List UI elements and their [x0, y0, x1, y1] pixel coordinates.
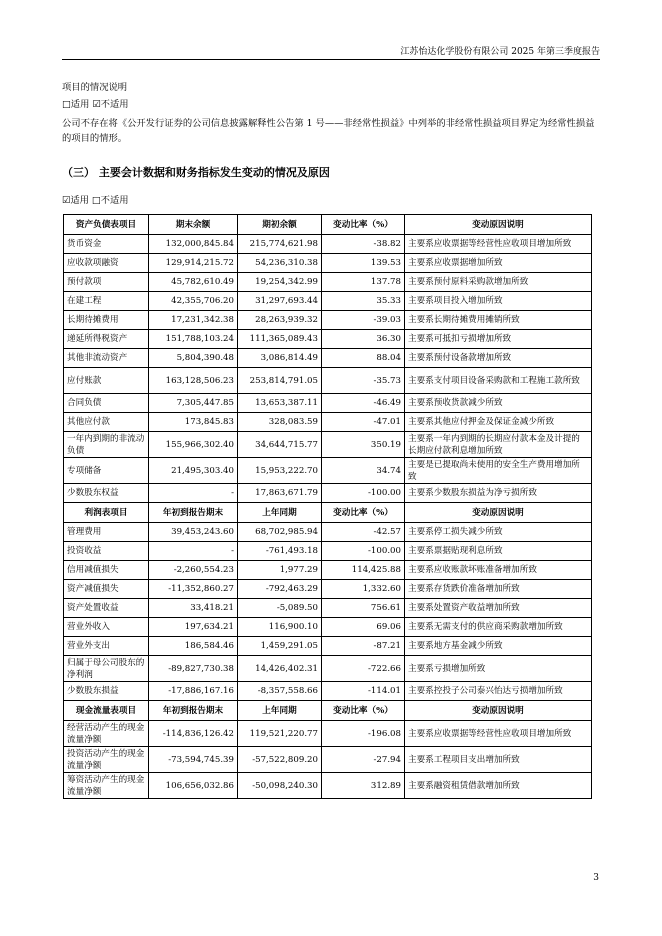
change-pct-cell: -722.66: [322, 656, 405, 682]
reason-cell: 主要系存货跌价准备增加所致: [405, 580, 592, 599]
item-cell: 长期待摊费用: [64, 311, 149, 330]
reason-cell: 主要系票据贴现利息所致: [405, 542, 592, 561]
item-cell: 预付款项: [64, 273, 149, 292]
item-cell: 应收款项融资: [64, 254, 149, 273]
financial-change-table: [63, 214, 592, 799]
item-cell: 经营活动产生的现金流量净额: [64, 721, 149, 747]
reason-cell: 主要系少数股东损益为净亏损所致: [405, 484, 592, 503]
item-cell: 其他应付款: [64, 413, 149, 432]
prior-value-cell: 116,900.10: [238, 618, 322, 637]
change-pct-cell: -39.03: [322, 311, 405, 330]
prior-value-cell: -8,357,558.66: [238, 682, 322, 701]
table-row: [64, 394, 592, 413]
item-cell: 少数股东权益: [64, 484, 149, 503]
prior-value-cell: 13,653,387.11: [238, 394, 322, 413]
table-row: [64, 292, 592, 311]
table-row: [64, 656, 592, 682]
table-row: [64, 580, 592, 599]
reason-cell: 主要系地方基金减少所致: [405, 637, 592, 656]
current-value-cell: -: [149, 542, 238, 561]
prior-value-cell: -792,463.29: [238, 580, 322, 599]
reason-cell: 主要系处置资产收益增加所致: [405, 599, 592, 618]
item-cell: 货币资金: [64, 235, 149, 254]
prior-value-cell: -50,098,240.30: [238, 773, 322, 799]
prior-value-cell: 68,702,985.94: [238, 523, 322, 542]
current-value-cell: -11,352,860.27: [149, 580, 238, 599]
income-header-cell: 变动原因说明: [405, 503, 592, 523]
cashflow-header-cell: 上年同期: [238, 701, 322, 721]
prior-value-cell: 111,365,089.43: [238, 330, 322, 349]
item-cell: 合同负债: [64, 394, 149, 413]
table-row: [64, 458, 592, 484]
change-pct-cell: -87.21: [322, 637, 405, 656]
item-cell: 营业外收入: [64, 618, 149, 637]
reason-cell: 主要系应收票据等经营性应收项目增加所致: [405, 721, 592, 747]
table-row: [64, 349, 592, 368]
balance-header-cell: 期初余额: [238, 215, 322, 235]
current-value-cell: -89,827,730.38: [149, 656, 238, 682]
reason-cell: 主要系控投子公司泰兴怡达亏损增加所致: [405, 682, 592, 701]
reason-cell: 主要系无需支付的供应商采购款增加所致: [405, 618, 592, 637]
prior-value-cell: 19,254,342.99: [238, 273, 322, 292]
income-header-cell: 上年同期: [238, 503, 322, 523]
report-header: 江苏怡达化学股份有限公司 2025 年第三季度报告: [400, 47, 600, 57]
reason-cell: 主要系支付项目设备采购款和工程施工款所致: [405, 368, 592, 394]
balance-header-row: [64, 215, 592, 235]
income-header-cell: 利润表项目: [64, 503, 149, 523]
item-cell: 在建工程: [64, 292, 149, 311]
current-value-cell: 163,128,506.23: [149, 368, 238, 394]
cashflow-header-cell: 现金流量表项目: [64, 701, 149, 721]
intro-statement: 公司不存在将《公开发行证券的公司信息披露解释性公告第 1 号——非经常性损益》中列举的非经常性损益项目界定为经常性损益的项目的情形。: [62, 118, 595, 144]
reason-cell: 主要系融资租赁借款增加所致: [405, 773, 592, 799]
table-row: [64, 368, 592, 394]
change-pct-cell: -42.57: [322, 523, 405, 542]
item-cell: 递延所得税资产: [64, 330, 149, 349]
change-pct-cell: -100.00: [322, 542, 405, 561]
current-value-cell: 186,584.46: [149, 637, 238, 656]
change-pct-cell: 139.53: [322, 254, 405, 273]
prior-value-cell: -5,089.50: [238, 599, 322, 618]
income-header-cell: 年初到报告期末: [149, 503, 238, 523]
table-row: [64, 618, 592, 637]
current-value-cell: 17,231,342.38: [149, 311, 238, 330]
table-row: [64, 682, 592, 701]
current-value-cell: -17,886,167.16: [149, 682, 238, 701]
current-value-cell: 197,634.21: [149, 618, 238, 637]
current-value-cell: -114,836,126.42: [149, 721, 238, 747]
change-pct-cell: 350.19: [322, 432, 405, 458]
prior-value-cell: 54,236,310.38: [238, 254, 322, 273]
item-cell: 少数股东损益: [64, 682, 149, 701]
reason-cell: 主要系一年内到期的长期应付款本金及计提的长期应付款利息增加所致: [405, 432, 592, 458]
intro-heading: 项目的情况说明: [62, 82, 128, 93]
item-cell: 归属于母公司股东的净利润: [64, 656, 149, 682]
prior-value-cell: -57,522,809.20: [238, 747, 322, 773]
reason-cell: 主要系工程项目支出增加所致: [405, 747, 592, 773]
item-cell: 应付账款: [64, 368, 149, 394]
table-row: [64, 523, 592, 542]
table-row: [64, 330, 592, 349]
change-pct-cell: 34.74: [322, 458, 405, 484]
reason-cell: 主要系应收票据等经营性应收项目增加所致: [405, 235, 592, 254]
reason-cell: 主要是已提取尚未使用的安全生产费用增加所致: [405, 458, 592, 484]
item-cell: 营业外支出: [64, 637, 149, 656]
item-cell: 一年内到期的非流动负债: [64, 432, 149, 458]
item-cell: 投资活动产生的现金流量净额: [64, 747, 149, 773]
reason-cell: 主要系长期待摊费用摊销所致: [405, 311, 592, 330]
change-pct-cell: -35.73: [322, 368, 405, 394]
item-cell: 投资收益: [64, 542, 149, 561]
table-row: [64, 747, 592, 773]
reason-cell: 主要系其他应付押金及保证金减少所致: [405, 413, 592, 432]
table-row: [64, 599, 592, 618]
section-title: （三） 主要会计数据和财务指标发生变动的情况及原因: [62, 166, 330, 179]
item-cell: 其他非流动资产: [64, 349, 149, 368]
table-row: [64, 773, 592, 799]
reason-cell: 主要系停工损失减少所致: [405, 523, 592, 542]
prior-value-cell: 3,086,814.49: [238, 349, 322, 368]
current-value-cell: 151,788,103.24: [149, 330, 238, 349]
table-row: [64, 484, 592, 503]
table-row: [64, 721, 592, 747]
reason-cell: 主要系应收账款坏账准备增加所致: [405, 561, 592, 580]
table-row: [64, 235, 592, 254]
balance-header-cell: 期末余额: [149, 215, 238, 235]
item-cell: 专项储备: [64, 458, 149, 484]
current-value-cell: -2,260,554.23: [149, 561, 238, 580]
item-cell: 资产处置收益: [64, 599, 149, 618]
prior-value-cell: 1,977.29: [238, 561, 322, 580]
change-pct-cell: 756.61: [322, 599, 405, 618]
table-row: [64, 311, 592, 330]
prior-value-cell: -761,493.18: [238, 542, 322, 561]
page-number: 3: [593, 873, 599, 883]
change-pct-cell: -114.01: [322, 682, 405, 701]
change-pct-cell: -100.00: [322, 484, 405, 503]
reason-cell: 主要系预付设备款增加所致: [405, 349, 592, 368]
current-value-cell: 42,355,706.20: [149, 292, 238, 311]
change-pct-cell: 88.04: [322, 349, 405, 368]
current-value-cell: 106,656,032.86: [149, 773, 238, 799]
prior-value-cell: 1,459,291.05: [238, 637, 322, 656]
change-pct-cell: 114,425.88: [322, 561, 405, 580]
prior-value-cell: 31,297,693.44: [238, 292, 322, 311]
reason-cell: 主要系可抵扣亏损增加所致: [405, 330, 592, 349]
header-divider: [62, 59, 600, 60]
balance-header-cell: 资产负债表项目: [64, 215, 149, 235]
change-pct-cell: -38.82: [322, 235, 405, 254]
current-value-cell: 5,804,390.48: [149, 349, 238, 368]
prior-value-cell: 15,953,222.70: [238, 458, 322, 484]
current-value-cell: 39,453,243.60: [149, 523, 238, 542]
current-value-cell: 155,966,302.40: [149, 432, 238, 458]
current-value-cell: 21,495,303.40: [149, 458, 238, 484]
current-value-cell: -: [149, 484, 238, 503]
item-cell: 信用减值损失: [64, 561, 149, 580]
table-row: [64, 413, 592, 432]
prior-value-cell: 253,814,791.05: [238, 368, 322, 394]
change-pct-cell: 312.89: [322, 773, 405, 799]
table-row: [64, 561, 592, 580]
current-value-cell: 33,418.21: [149, 599, 238, 618]
cashflow-header-cell: 变动原因说明: [405, 701, 592, 721]
item-cell: 筹资活动产生的现金流量净额: [64, 773, 149, 799]
reason-cell: 主要系亏损增加所致: [405, 656, 592, 682]
item-cell: 管理费用: [64, 523, 149, 542]
change-pct-cell: 35.33: [322, 292, 405, 311]
item-cell: 资产减值损失: [64, 580, 149, 599]
table-row: [64, 637, 592, 656]
current-value-cell: 129,914,215.72: [149, 254, 238, 273]
table-row: [64, 254, 592, 273]
reason-cell: 主要系预收货款减少所致: [405, 394, 592, 413]
prior-value-cell: 28,263,939.32: [238, 311, 322, 330]
balance-header-cell: 变动原因说明: [405, 215, 592, 235]
change-pct-cell: 137.78: [322, 273, 405, 292]
current-value-cell: 7,305,447.85: [149, 394, 238, 413]
change-pct-cell: -27.94: [322, 747, 405, 773]
current-value-cell: 173,845.83: [149, 413, 238, 432]
section-applicable: ☑适用 □不适用: [62, 195, 129, 206]
prior-value-cell: 215,774,621.98: [238, 235, 322, 254]
change-pct-cell: -47.01: [322, 413, 405, 432]
prior-value-cell: 17,863,671.79: [238, 484, 322, 503]
table-row: [64, 432, 592, 458]
prior-value-cell: 14,426,402.31: [238, 656, 322, 682]
prior-value-cell: 119,521,220.77: [238, 721, 322, 747]
prior-value-cell: 328,083.59: [238, 413, 322, 432]
income-header-row: [64, 503, 592, 523]
balance-header-cell: 变动比率（%）: [322, 215, 405, 235]
table-row: [64, 542, 592, 561]
cashflow-header-row: [64, 701, 592, 721]
change-pct-cell: -196.08: [322, 721, 405, 747]
reason-cell: 主要系应收票据增加所致: [405, 254, 592, 273]
income-header-cell: 变动比率（%）: [322, 503, 405, 523]
cashflow-header-cell: 年初到报告期末: [149, 701, 238, 721]
table-row: [64, 273, 592, 292]
current-value-cell: 132,000,845.84: [149, 235, 238, 254]
cashflow-header-cell: 变动比率（%）: [322, 701, 405, 721]
current-value-cell: 45,782,610.49: [149, 273, 238, 292]
change-pct-cell: -46.49: [322, 394, 405, 413]
reason-cell: 主要系项目投入增加所致: [405, 292, 592, 311]
change-pct-cell: 36.30: [322, 330, 405, 349]
current-value-cell: -73,594,745.39: [149, 747, 238, 773]
reason-cell: 主要系预付原料采购款增加所致: [405, 273, 592, 292]
prior-value-cell: 34,644,715.77: [238, 432, 322, 458]
change-pct-cell: 1,332.60: [322, 580, 405, 599]
intro-applicable: □适用 ☑不适用: [62, 99, 129, 110]
change-pct-cell: 69.06: [322, 618, 405, 637]
